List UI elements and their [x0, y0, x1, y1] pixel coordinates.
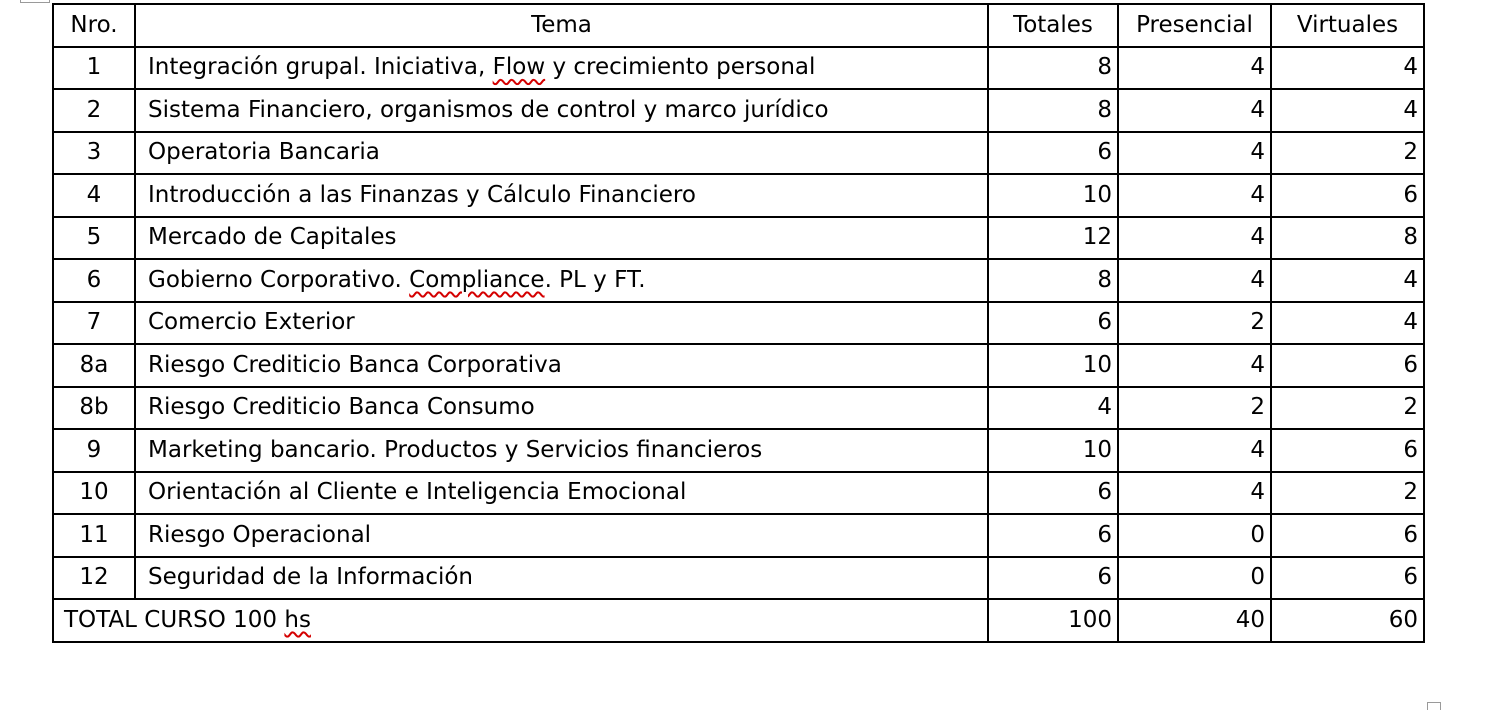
row-tema — [135, 259, 988, 302]
row-tema: Riesgo Crediticio Banca Corporativa — [135, 344, 988, 387]
table-move-handle[interactable] — [20, 0, 50, 3]
table-row — [53, 174, 1424, 217]
spellcheck-flagged-word: Flow — [492, 54, 546, 81]
total-label-text: TOTAL CURSO 100 — [64, 606, 285, 633]
table-row — [53, 259, 1424, 302]
course-hours-table — [52, 3, 1425, 643]
row-virtuales: 2 — [1271, 387, 1424, 430]
row-virtuales: 6 — [1271, 429, 1424, 472]
row-tema: Orientación al Cliente e Inteligencia Emocional — [135, 472, 988, 515]
row-nro: 12 — [53, 557, 135, 600]
row-nro: 7 — [53, 302, 135, 345]
header-totales: Totales — [988, 4, 1118, 47]
row-totales: 8 — [988, 259, 1118, 302]
total-virtuales: 60 — [1271, 599, 1424, 642]
row-nro: 3 — [53, 132, 135, 175]
row-nro: 2 — [53, 89, 135, 132]
row-tema — [135, 47, 988, 90]
header-virtuales: Virtuales — [1271, 4, 1424, 47]
row-presencial: 4 — [1118, 174, 1271, 217]
row-virtuales: 2 — [1271, 472, 1424, 515]
total-presencial: 40 — [1118, 599, 1271, 642]
table-row — [53, 429, 1424, 472]
row-nro: 6 — [53, 259, 135, 302]
header-row — [53, 4, 1424, 47]
table-row — [53, 132, 1424, 175]
table-row — [53, 89, 1424, 132]
row-presencial: 4 — [1118, 217, 1271, 260]
total-label — [53, 599, 988, 642]
row-presencial: 4 — [1118, 132, 1271, 175]
row-totales: 10 — [988, 429, 1118, 472]
row-tema: Operatoria Bancaria — [135, 132, 988, 175]
row-totales: 10 — [988, 174, 1118, 217]
row-presencial: 4 — [1118, 89, 1271, 132]
row-nro: 1 — [53, 47, 135, 90]
tema-text: Integración grupal. Iniciativa, — [148, 54, 493, 81]
table-row — [53, 387, 1424, 430]
table-row — [53, 472, 1424, 515]
row-virtuales: 4 — [1271, 302, 1424, 345]
spellcheck-flagged-word: hs — [284, 606, 311, 633]
row-tema: Sistema Financiero, organismos de control y marco jurídico — [135, 89, 988, 132]
header-nro: Nro. — [53, 4, 135, 47]
row-presencial: 4 — [1118, 429, 1271, 472]
tema-text: Gobierno Corporativo. — [148, 266, 410, 293]
tema-text: y crecimiento personal — [545, 54, 816, 81]
row-totales: 4 — [988, 387, 1118, 430]
row-totales: 12 — [988, 217, 1118, 260]
row-tema: Marketing bancario. Productos y Servicios financieros — [135, 429, 988, 472]
row-tema: Seguridad de la Información — [135, 557, 988, 600]
row-presencial: 4 — [1118, 472, 1271, 515]
row-presencial: 2 — [1118, 387, 1271, 430]
table-row — [53, 302, 1424, 345]
row-presencial: 4 — [1118, 47, 1271, 90]
row-nro: 5 — [53, 217, 135, 260]
table-row — [53, 557, 1424, 600]
row-nro: 8b — [53, 387, 135, 430]
table-row — [53, 514, 1424, 557]
row-totales: 6 — [988, 472, 1118, 515]
row-virtuales: 6 — [1271, 514, 1424, 557]
row-totales: 6 — [988, 132, 1118, 175]
table-resize-handle[interactable] — [1427, 702, 1441, 710]
row-virtuales: 6 — [1271, 557, 1424, 600]
row-tema: Mercado de Capitales — [135, 217, 988, 260]
row-nro: 11 — [53, 514, 135, 557]
row-tema: Riesgo Crediticio Banca Consumo — [135, 387, 988, 430]
row-presencial: 0 — [1118, 514, 1271, 557]
header-tema: Tema — [135, 4, 988, 47]
spellcheck-flagged-word: Compliance — [409, 266, 545, 293]
row-presencial: 2 — [1118, 302, 1271, 345]
row-virtuales: 2 — [1271, 132, 1424, 175]
row-tema: Riesgo Operacional — [135, 514, 988, 557]
row-virtuales: 4 — [1271, 89, 1424, 132]
row-totales: 8 — [988, 47, 1118, 90]
row-totales: 6 — [988, 302, 1118, 345]
row-virtuales: 4 — [1271, 259, 1424, 302]
row-presencial: 4 — [1118, 344, 1271, 387]
table-row — [53, 47, 1424, 90]
row-presencial: 4 — [1118, 259, 1271, 302]
row-virtuales: 4 — [1271, 47, 1424, 90]
row-nro: 9 — [53, 429, 135, 472]
row-tema: Introducción a las Finanzas y Cálculo Financiero — [135, 174, 988, 217]
total-row — [53, 599, 1424, 642]
row-virtuales: 8 — [1271, 217, 1424, 260]
row-totales: 10 — [988, 344, 1118, 387]
row-totales: 8 — [988, 89, 1118, 132]
table-row — [53, 217, 1424, 260]
row-totales: 6 — [988, 514, 1118, 557]
row-virtuales: 6 — [1271, 174, 1424, 217]
total-totales: 100 — [988, 599, 1118, 642]
row-nro: 4 — [53, 174, 135, 217]
row-totales: 6 — [988, 557, 1118, 600]
row-presencial: 0 — [1118, 557, 1271, 600]
table-row — [53, 344, 1424, 387]
row-nro: 8a — [53, 344, 135, 387]
row-nro: 10 — [53, 472, 135, 515]
tema-text: . PL y FT. — [544, 266, 646, 293]
row-tema: Comercio Exterior — [135, 302, 988, 345]
row-virtuales: 6 — [1271, 344, 1424, 387]
header-presencial: Presencial — [1118, 4, 1271, 47]
